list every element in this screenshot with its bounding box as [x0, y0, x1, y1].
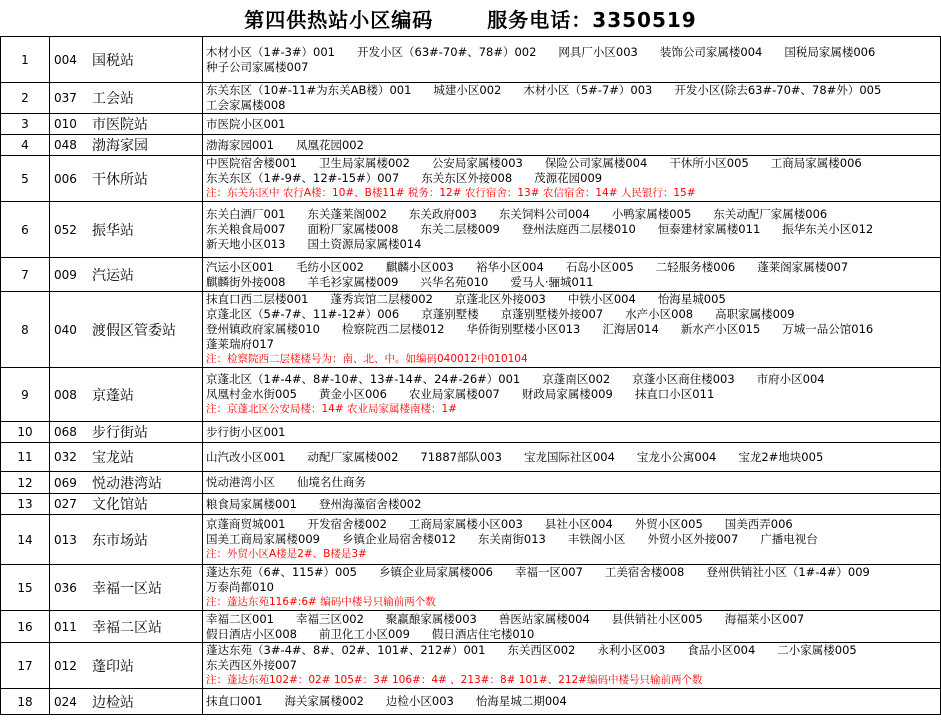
service-phone: 服务电话：3350519 [487, 7, 697, 32]
row-number: 6 [1, 202, 50, 258]
community-item: 干休所小区005 [669, 156, 749, 170]
table-row [1, 135, 941, 156]
community-item: 木材小区（5#-7#）003 [523, 83, 653, 97]
community-item: 振华东关小区012 [782, 222, 874, 236]
community-item: 蓬达东苑（6#、115#）005 [206, 565, 357, 579]
community-item: 万泰尚都010 [206, 580, 274, 594]
table-row [1, 515, 941, 565]
community-item: 石岛小区005 [565, 259, 634, 274]
row-number: 5 [1, 156, 50, 202]
community-list [203, 135, 941, 156]
community-list [203, 611, 941, 643]
station-name: 渡假区管委站 [90, 292, 203, 368]
community-item: 仙境名仕商务 [297, 475, 366, 489]
community-item: 外贸小区005 [634, 517, 703, 531]
community-item: 边检小区003 [385, 694, 454, 708]
community-item: 汇海居014 [602, 322, 659, 336]
table-row [1, 443, 941, 472]
community-item: 东关西区002 [507, 643, 576, 657]
community-item: 兴华名苑010 [420, 274, 489, 289]
station-code: 027 [50, 494, 91, 515]
station-name: 边检站 [90, 689, 203, 715]
station-code: 010 [50, 114, 91, 135]
station-name: 汽运站 [90, 258, 203, 292]
station-code: 011 [50, 611, 91, 643]
table-row [1, 83, 941, 114]
community-item: 公安局家属楼003 [431, 156, 523, 170]
station-code: 069 [50, 472, 91, 494]
community-item: 抹直口小区011 [634, 387, 715, 401]
table-row [1, 292, 941, 368]
community-item: 爱马人·骊城011 [510, 274, 594, 289]
station-name: 蓬印站 [90, 643, 203, 689]
community-list [203, 292, 941, 368]
station-name: 渤海家园 [90, 135, 203, 156]
community-item: 卫生局家属楼002 [318, 156, 410, 170]
community-list [203, 202, 941, 258]
table-row [1, 565, 941, 611]
table-row [1, 611, 941, 643]
community-item: 开发小区(除去63#-70#、78#外）005 [674, 83, 882, 97]
table-row [1, 258, 941, 292]
community-item: 抹直口西二层楼001 [206, 292, 309, 306]
station-name: 市医院站 [90, 114, 203, 135]
community-item: 开发小区（63#-70#、78#）002 [357, 44, 537, 59]
station-code: 004 [50, 37, 91, 83]
community-item: 蓬莱阁家属楼007 [757, 259, 849, 274]
community-item: 网具厂小区003 [558, 44, 638, 59]
table-row [1, 689, 941, 715]
community-item: 麒麟小区003 [385, 259, 454, 274]
station-code: 032 [50, 443, 91, 472]
community-item: 市医院小区001 [206, 116, 286, 131]
community-item: 东关粮食局007 [206, 222, 286, 236]
community-item: 检察院西二层楼012 [341, 322, 445, 336]
community-item: 悦动港湾小区 [206, 475, 275, 489]
community-item: 外贸小区外接007 [647, 532, 739, 546]
station-code: 006 [50, 156, 91, 202]
community-list [203, 422, 941, 443]
community-item: 水产小区008 [625, 307, 694, 321]
community-item: 东关饲料公司004 [498, 207, 590, 221]
community-item: 国美工商局家属楼009 [206, 532, 320, 546]
title-text: 第四供热站小区编码 [244, 7, 434, 32]
table-row [1, 494, 941, 515]
community-item: 山汽改小区001 [206, 449, 286, 464]
row-number: 14 [1, 515, 50, 565]
station-code: 037 [50, 83, 91, 114]
station-name: 悦动港湾站 [90, 472, 203, 494]
station-code: 036 [50, 565, 91, 611]
community-item: 乡镇企业局宿舍楼012 [341, 532, 456, 546]
community-item: 幸福一区007 [514, 565, 583, 579]
row-number: 13 [1, 494, 50, 515]
note-text: 注：检察院西二层楼楼号为：南、北、中。如编码040012中010104 [206, 353, 528, 365]
community-list [203, 689, 941, 715]
community-item: 麒麟街外接008 [206, 274, 286, 289]
community-item: 步行街小区001 [206, 424, 286, 439]
community-item: 县社小区004 [544, 517, 613, 531]
community-item: 汽运小区001 [206, 259, 274, 274]
community-item: 怡海星城005 [657, 292, 726, 306]
community-item: 羊毛衫家属楼009 [307, 274, 399, 289]
community-item: 东关东区（1#-9#、12#-15#）007 [206, 171, 400, 185]
row-number: 3 [1, 114, 50, 135]
community-item: 黄金小区006 [318, 387, 387, 401]
community-list [203, 368, 941, 422]
community-item: 东关二层楼009 [420, 222, 500, 236]
station-code: 024 [50, 689, 91, 715]
table-row [1, 368, 941, 422]
note-text: 注：蓬达东苑102#：02# 105#：3# 106#：4# 、213#：8# 101#、212#编码中楼号只输前两个数 [206, 674, 703, 686]
community-item: 国税局家属楼006 [784, 44, 876, 59]
community-item: 小鸭家属楼005 [611, 207, 692, 221]
community-item: 登州供销社小区（1#-4#）009 [706, 565, 870, 579]
community-item: 京蓬北区（5#-7#、11#-12#）006 [206, 307, 400, 321]
community-item: 装饰公司家属楼004 [659, 44, 763, 59]
community-item: 财政局家属楼009 [521, 387, 613, 401]
community-item: 海关家属楼002 [284, 694, 364, 708]
community-item: 中医院宿舍楼001 [206, 156, 297, 170]
community-list [203, 156, 941, 202]
community-item: 东关西区外接007 [206, 658, 297, 672]
table-row [1, 156, 941, 202]
community-item: 二小家属楼005 [777, 643, 857, 657]
row-number: 17 [1, 643, 50, 689]
community-item: 农业局家属楼007 [408, 387, 500, 401]
community-item: 宝龙2#地块005 [738, 449, 824, 464]
community-item: 京蓬商贸城001 [206, 517, 286, 531]
community-item: 东关政府003 [408, 207, 477, 221]
community-list [203, 114, 941, 135]
note-text: 注：外贸小区A楼是2#、B楼是3# [206, 548, 367, 560]
community-item: 裕华小区004 [475, 259, 544, 274]
row-number: 16 [1, 611, 50, 643]
community-item: 国美西弄006 [724, 517, 793, 531]
community-item: 京蓬南区002 [542, 372, 611, 386]
community-item: 登州法庭西二层楼010 [521, 222, 636, 236]
community-item: 京蓬北区外接003 [454, 292, 546, 306]
community-item: 幸福二区001 [206, 611, 274, 626]
station-name: 幸福一区站 [90, 565, 203, 611]
community-list [203, 565, 941, 611]
community-item: 71887部队003 [420, 449, 502, 464]
community-item: 假日酒店住宅楼010 [431, 626, 535, 641]
note-text: 注：京蓬北区公安局楼：14# 农业局家属楼南楼：1# [206, 403, 457, 415]
community-item: 前卫化工小区009 [318, 626, 410, 641]
community-item: 工商局家属楼小区003 [408, 517, 523, 531]
community-item: 县供销社小区005 [611, 611, 703, 626]
community-item: 种子公司家属楼007 [206, 59, 309, 74]
station-code: 009 [50, 258, 91, 292]
community-item: 市府小区004 [756, 372, 825, 386]
community-item: 广播电视台 [760, 532, 818, 546]
community-item: 开发宿舍楼002 [307, 517, 387, 531]
community-list [203, 494, 941, 515]
community-item: 工商局家属楼006 [770, 156, 862, 170]
station-name: 宝龙站 [90, 443, 203, 472]
community-list [203, 472, 941, 494]
community-item: 抹直口001 [206, 694, 263, 708]
community-item: 高职家属楼009 [715, 307, 795, 321]
community-item: 中铁小区004 [567, 292, 636, 306]
community-list [203, 258, 941, 292]
community-item: 海福莱小区007 [724, 611, 805, 626]
community-item: 登州镇政府家属楼010 [206, 322, 320, 336]
community-list [203, 37, 941, 83]
row-number: 4 [1, 135, 50, 156]
community-item: 国土资源局家属楼014 [307, 237, 422, 251]
row-number: 18 [1, 689, 50, 715]
community-item: 蓬秀宾馆二层楼002 [330, 292, 433, 306]
community-item: 乡镇企业局家属楼006 [379, 565, 493, 579]
station-name: 京蓬站 [90, 368, 203, 422]
row-number: 10 [1, 422, 50, 443]
community-item: 兽医站家属楼004 [498, 611, 590, 626]
community-item: 东关动配厂家属楼006 [713, 207, 828, 221]
community-list [203, 643, 941, 689]
community-item: 东关东区外接008 [421, 171, 513, 185]
community-item: 登州海藻宿舍楼002 [318, 496, 422, 511]
community-item: 新水产小区015 [680, 322, 761, 336]
community-item: 毛纺小区002 [295, 259, 364, 274]
row-number: 12 [1, 472, 50, 494]
station-name: 东市场站 [90, 515, 203, 565]
community-item: 工会家属楼008 [206, 98, 286, 112]
station-code: 013 [50, 515, 91, 565]
row-number: 1 [1, 37, 50, 83]
community-item: 面粉厂家属楼008 [307, 222, 399, 236]
row-number: 2 [1, 83, 50, 114]
community-item: 京蓬别墅楼外接007 [500, 307, 604, 321]
community-item: 动配厂家属楼002 [307, 449, 399, 464]
community-item: 京蓬小区商住楼003 [632, 372, 735, 386]
community-item: 怡海星城二期004 [475, 694, 567, 708]
row-number: 9 [1, 368, 50, 422]
station-code: 048 [50, 135, 91, 156]
community-item: 食品小区004 [687, 643, 756, 657]
community-item: 蓬达东苑（3#-4#、8#、02#、101#、212#）001 [206, 643, 486, 657]
community-item: 凤凰村金水街005 [206, 387, 297, 401]
community-item: 聚赢酿家属楼003 [385, 611, 477, 626]
community-item: 城建小区002 [433, 83, 502, 97]
community-list [203, 515, 941, 565]
community-item: 木材小区（1#-3#）001 [206, 44, 336, 59]
station-code: 012 [50, 643, 91, 689]
row-number: 7 [1, 258, 50, 292]
community-item: 东关南街013 [477, 532, 546, 546]
row-number: 8 [1, 292, 50, 368]
community-item: 蓬莱瑞府017 [206, 337, 274, 351]
community-item: 幸福三区002 [295, 611, 364, 626]
community-list [203, 83, 941, 114]
community-item: 丰铁阁小区 [567, 532, 626, 546]
community-list [203, 443, 941, 472]
community-item: 假日酒店小区008 [206, 626, 297, 641]
note-text: 注：蓬达东苑116#:6# 编码中楼号只输前两个数 [206, 596, 436, 608]
note-text: 注：东关东区中 农行A楼：10#、B楼11# 税务：12# 农行宿舍：13# 农信宿舍：14# 人民银行：15# [206, 187, 696, 199]
station-name: 文化馆站 [90, 494, 203, 515]
community-item: 京蓬别墅楼 [421, 307, 479, 321]
community-item: 东关白酒厂001 [206, 207, 286, 221]
station-name: 振华站 [90, 202, 203, 258]
community-item: 茂源花园009 [534, 171, 603, 185]
community-item: 东关蓬莱阁002 [307, 207, 387, 221]
community-item: 京蓬北区（1#-4#、8#-10#、13#-14#、24#-26#）001 [206, 372, 521, 386]
station-name: 幸福二区站 [90, 611, 203, 643]
community-item: 华侨街别墅楼小区013 [466, 322, 581, 336]
page-title [0, 0, 941, 36]
station-name: 步行街站 [90, 422, 203, 443]
community-item: 工美宿舍楼008 [604, 565, 685, 579]
table-row [1, 202, 941, 258]
community-item: 粮食局家属楼001 [206, 496, 297, 511]
community-item: 新天地小区013 [206, 237, 286, 251]
station-name: 干休所站 [90, 156, 203, 202]
community-item: 宝龙国际社区004 [523, 449, 615, 464]
row-number: 15 [1, 565, 50, 611]
table-row [1, 422, 941, 443]
station-code: 068 [50, 422, 91, 443]
table-row [1, 643, 941, 689]
community-item: 宝龙小公寓004 [636, 449, 717, 464]
station-name: 工会站 [90, 83, 203, 114]
row-number: 11 [1, 443, 50, 472]
station-code: 008 [50, 368, 91, 422]
station-name: 国税站 [90, 37, 203, 83]
station-code: 040 [50, 292, 91, 368]
community-item: 渤海家园001 [206, 137, 274, 152]
community-item: 恒泰建材家属楼011 [657, 222, 761, 236]
table-row [1, 114, 941, 135]
community-item: 二轻服务楼006 [655, 259, 736, 274]
table-row [1, 37, 941, 83]
community-item: 东关东区（10#-11#为东关AB楼）001 [206, 83, 412, 97]
community-item: 永利小区003 [597, 643, 666, 657]
community-code-table [0, 36, 941, 715]
community-item: 凤凰花园002 [295, 137, 364, 152]
community-item: 万城一品公馆016 [782, 322, 874, 336]
community-item: 保险公司家属楼004 [544, 156, 648, 170]
station-code: 052 [50, 202, 91, 258]
table-row [1, 472, 941, 494]
